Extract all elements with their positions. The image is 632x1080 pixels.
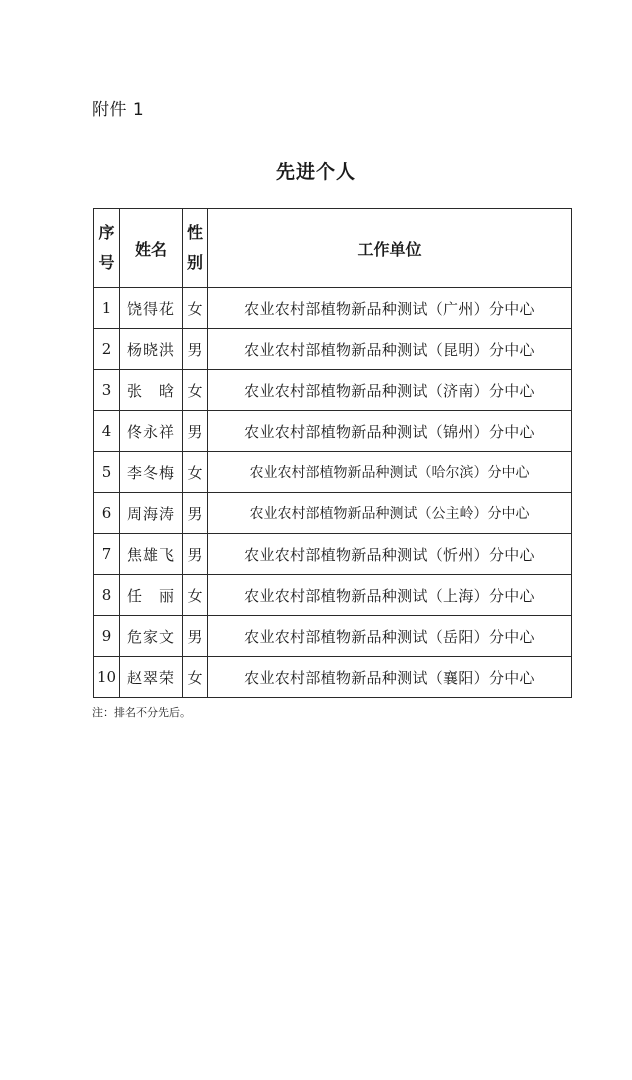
row-unit: 农业农村部植物新品种测试（岳阳）分中心 bbox=[208, 616, 572, 657]
row-no: 3 bbox=[94, 370, 120, 411]
row-unit: 农业农村部植物新品种测试（昆明）分中心 bbox=[208, 329, 572, 370]
row-no: 9 bbox=[94, 616, 120, 657]
header-no bbox=[94, 209, 120, 288]
row-unit: 农业农村部植物新品种测试（锦州）分中心 bbox=[208, 411, 572, 452]
honoree-table bbox=[93, 208, 572, 698]
row-gender: 男 bbox=[183, 411, 208, 452]
row-no: 7 bbox=[94, 534, 120, 575]
row-no: 10 bbox=[94, 657, 120, 698]
table-row bbox=[94, 616, 572, 657]
row-unit: 农业农村部植物新品种测试（忻州）分中心 bbox=[208, 534, 572, 575]
row-name: 赵翠荣 bbox=[120, 657, 183, 698]
row-name: 危家文 bbox=[120, 616, 183, 657]
row-no: 6 bbox=[94, 493, 120, 534]
row-gender: 男 bbox=[183, 329, 208, 370]
header-gender-line-2: 别 bbox=[186, 253, 203, 272]
page-title: 先进个人 bbox=[275, 161, 356, 183]
row-name: 周海涛 bbox=[120, 493, 183, 534]
row-no: 5 bbox=[94, 452, 120, 493]
row-gender: 女 bbox=[183, 657, 208, 698]
row-no: 1 bbox=[94, 288, 120, 329]
row-gender: 男 bbox=[183, 534, 208, 575]
row-unit: 农业农村部植物新品种测试（哈尔滨）分中心 bbox=[208, 452, 572, 493]
row-no: 4 bbox=[94, 411, 120, 452]
row-gender: 女 bbox=[183, 575, 208, 616]
table-row bbox=[94, 370, 572, 411]
row-unit: 农业农村部植物新品种测试（襄阳）分中心 bbox=[208, 657, 572, 698]
table-row bbox=[94, 493, 572, 534]
table-row bbox=[94, 288, 572, 329]
table-row bbox=[94, 534, 572, 575]
header-name: 姓名 bbox=[120, 209, 183, 288]
row-gender: 女 bbox=[183, 370, 208, 411]
row-name: 饶得花 bbox=[120, 288, 183, 329]
row-unit: 农业农村部植物新品种测试（公主岭）分中心 bbox=[208, 493, 572, 534]
row-gender: 女 bbox=[183, 288, 208, 329]
row-name: 任 丽 bbox=[120, 575, 183, 616]
row-gender: 男 bbox=[183, 616, 208, 657]
table-row bbox=[94, 329, 572, 370]
row-unit: 农业农村部植物新品种测试（广州）分中心 bbox=[208, 288, 572, 329]
header-gender-line-1: 性 bbox=[186, 223, 203, 242]
row-no: 2 bbox=[94, 329, 120, 370]
row-gender: 女 bbox=[183, 452, 208, 493]
row-no: 8 bbox=[94, 575, 120, 616]
header-no-line-1: 序 bbox=[98, 223, 115, 242]
header-no-line-2: 号 bbox=[98, 253, 115, 272]
row-gender: 男 bbox=[183, 493, 208, 534]
table-row bbox=[94, 575, 572, 616]
table-row bbox=[94, 452, 572, 493]
table-row bbox=[94, 657, 572, 698]
row-unit: 农业农村部植物新品种测试（济南）分中心 bbox=[208, 370, 572, 411]
table-header-row bbox=[94, 209, 572, 288]
row-name: 李冬梅 bbox=[120, 452, 183, 493]
table-row bbox=[94, 411, 572, 452]
row-name: 焦雄飞 bbox=[120, 534, 183, 575]
row-name: 张 晗 bbox=[120, 370, 183, 411]
row-unit: 农业农村部植物新品种测试（上海）分中心 bbox=[208, 575, 572, 616]
attachment-label: 附件 1 bbox=[92, 100, 145, 120]
footnote: 注：排名不分先后。 bbox=[92, 706, 191, 719]
row-name: 佟永祥 bbox=[120, 411, 183, 452]
header-unit: 工作单位 bbox=[208, 209, 572, 288]
header-gender bbox=[183, 209, 208, 288]
row-name: 杨晓洪 bbox=[120, 329, 183, 370]
